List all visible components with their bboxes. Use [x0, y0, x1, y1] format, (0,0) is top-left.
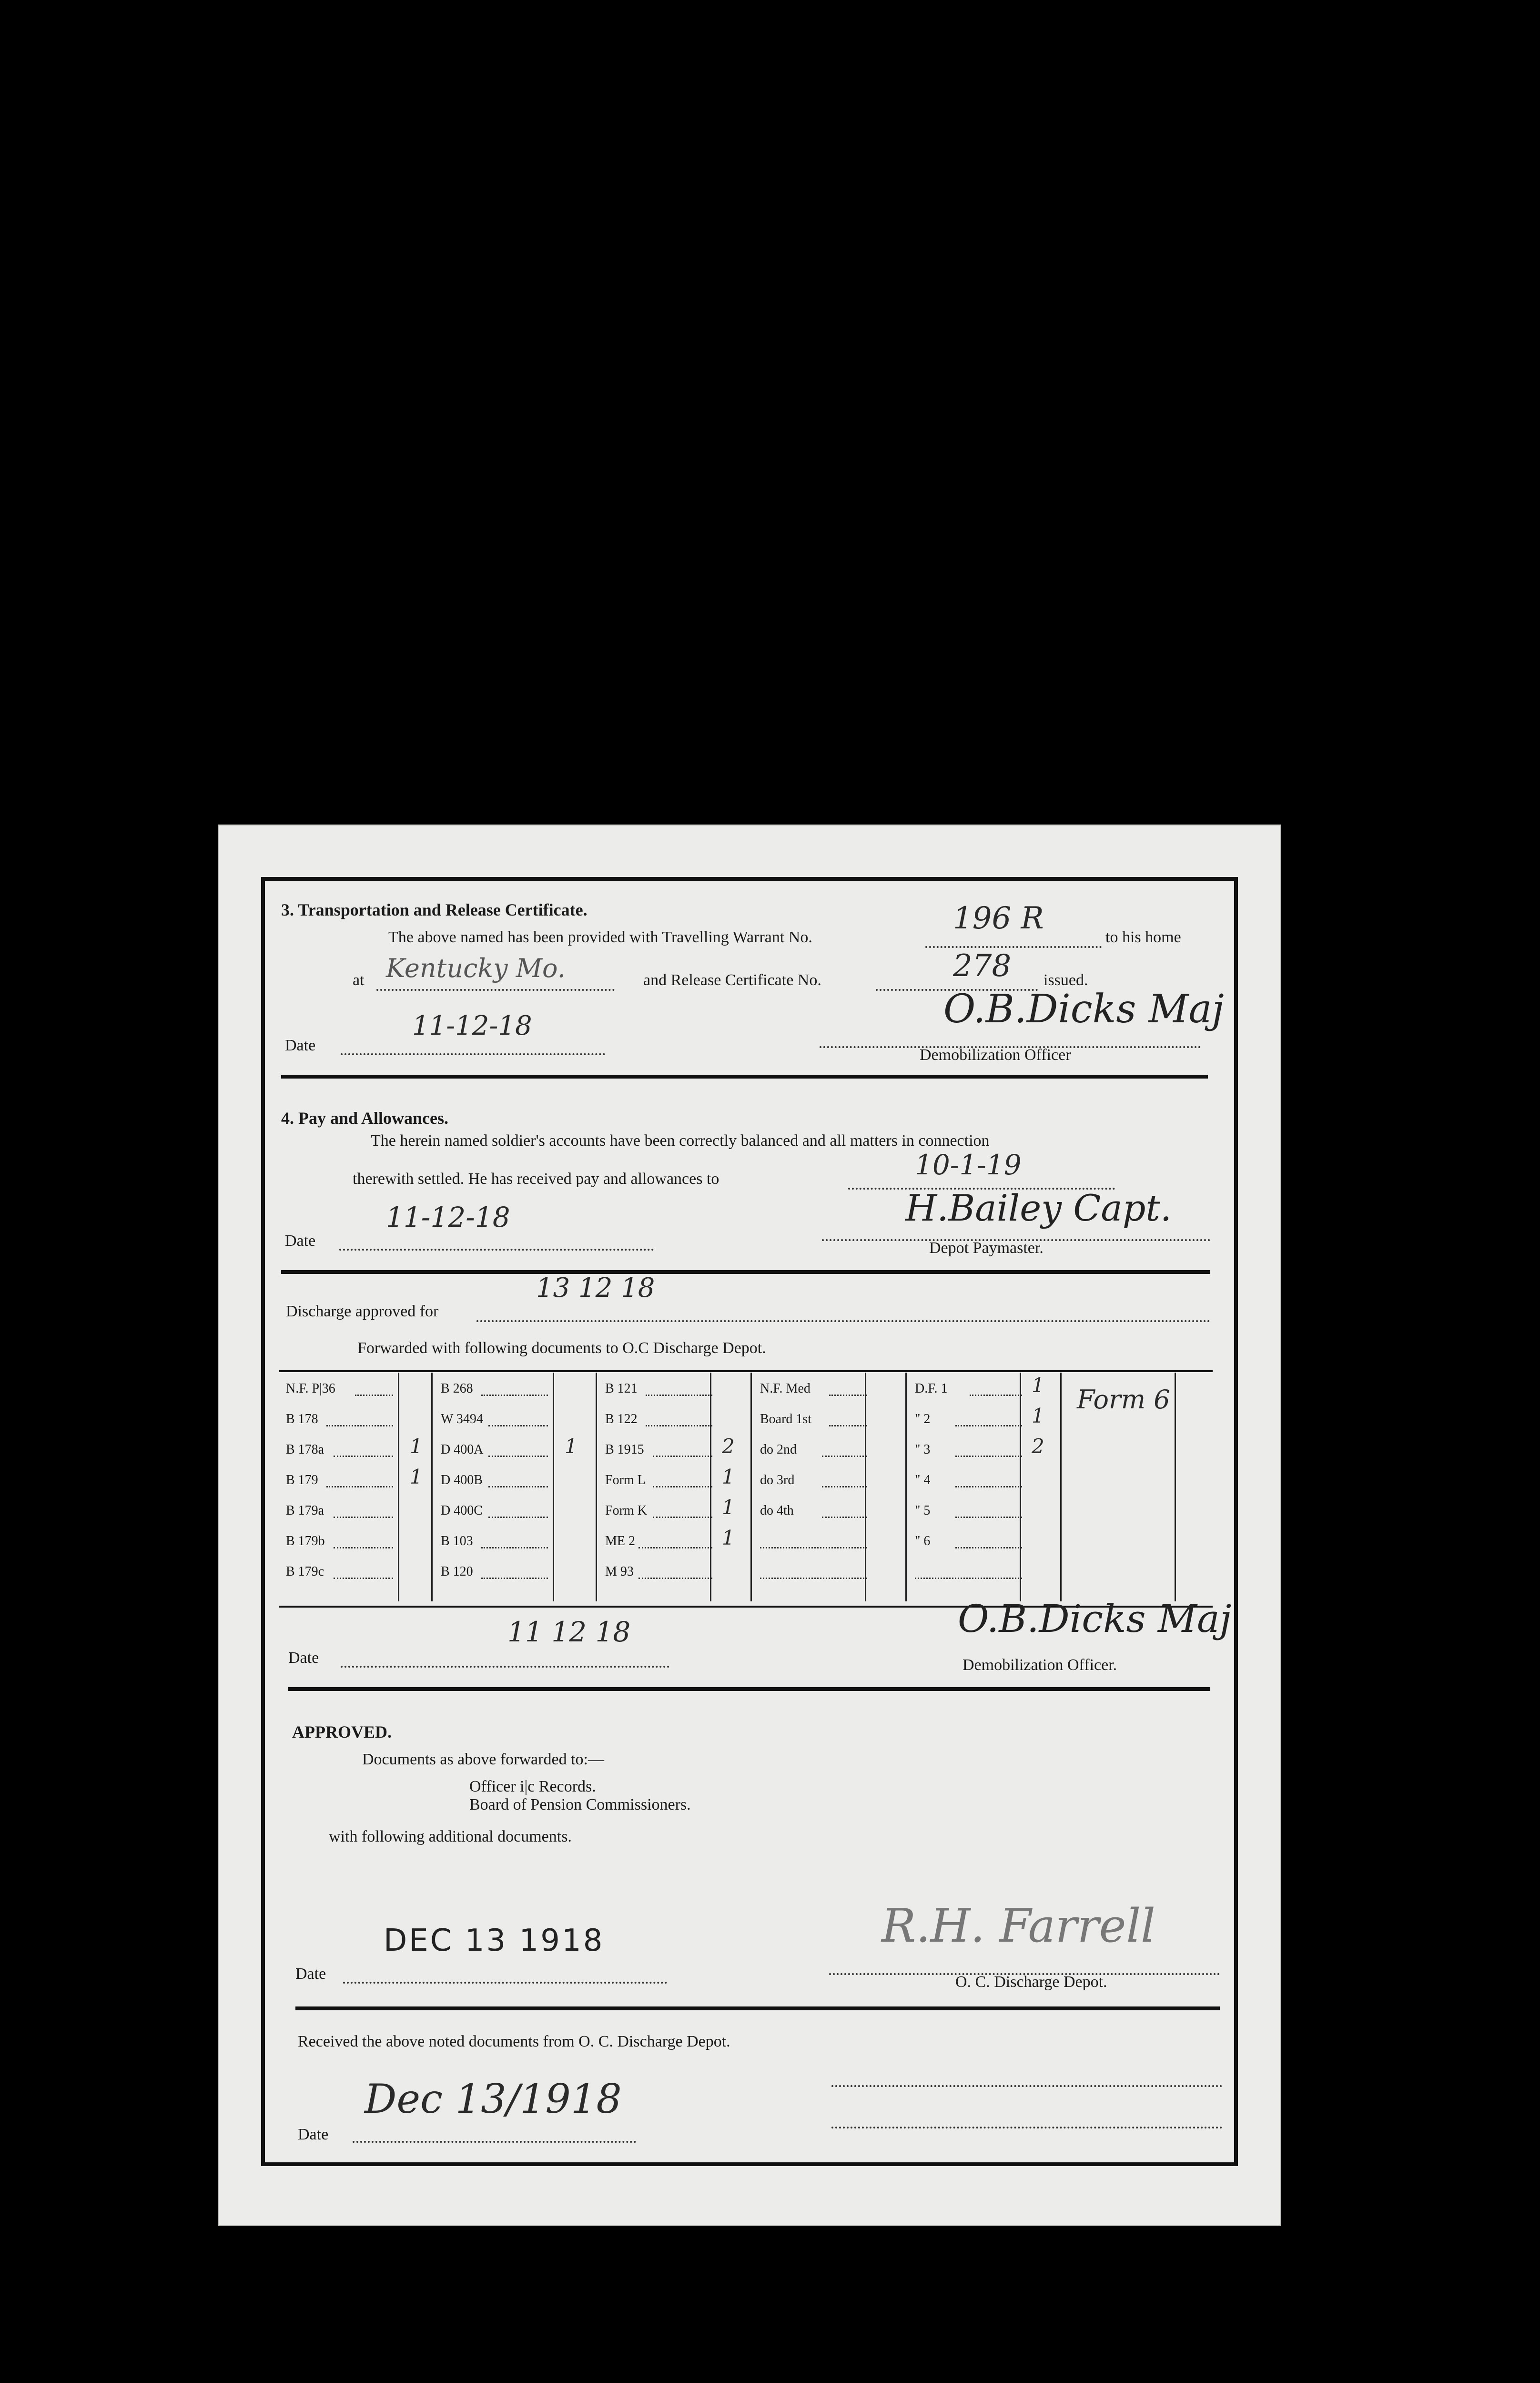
table-cell: B 179c — [286, 1564, 324, 1579]
table-cell: B 103 — [441, 1534, 473, 1548]
table-cell: do 2nd — [760, 1442, 797, 1457]
discharge-approved-label: Discharge approved for — [286, 1303, 439, 1320]
section3-officer: Demobilization Officer — [920, 1046, 1071, 1064]
docs-signature: O.B.Dicks Maj — [958, 1597, 1232, 1641]
table-cell: do 3rd — [760, 1473, 795, 1487]
table-cell: " 5 — [915, 1503, 931, 1518]
table-cell-dots — [915, 1578, 1022, 1579]
table-cell: B 1915 — [605, 1442, 644, 1457]
table-count-mark: 1 — [1032, 1404, 1044, 1427]
approved-date-dots — [343, 1982, 667, 1984]
table-count-mark: 1 — [722, 1526, 735, 1549]
table-cell: " 2 — [915, 1412, 931, 1426]
table-cell-dots — [488, 1456, 548, 1457]
section4-signature: H.Bailey Capt. — [905, 1187, 1172, 1229]
table-cell: B 178 — [286, 1412, 318, 1426]
table-cell: N.F. P|36 — [286, 1381, 335, 1396]
table-cell-dots — [326, 1486, 393, 1487]
section4-heading: 4. Pay and Allowances. — [281, 1109, 449, 1128]
table-count-mark: 1 — [410, 1435, 423, 1458]
table-cell-dots — [822, 1517, 867, 1518]
at-dots — [376, 989, 615, 991]
section4-line2: therewith settled. He has received pay and allowances to — [353, 1170, 719, 1188]
table-cell-dots — [760, 1578, 867, 1579]
received-dots-1 — [831, 2085, 1222, 2087]
section3-date: 11-12-18 — [412, 1010, 532, 1041]
table-col-divider — [553, 1373, 554, 1601]
table-cell: B 268 — [441, 1381, 473, 1396]
approved-date-label: Date — [295, 1965, 326, 1983]
table-cell-dots — [334, 1517, 393, 1518]
pay-to-date: 10-1-19 — [915, 1149, 1022, 1181]
table-col-divider — [596, 1373, 597, 1601]
issued-label: issued. — [1044, 971, 1088, 989]
table-col-divider — [750, 1373, 752, 1601]
docs-rule — [288, 1687, 1210, 1691]
table-cell-dots — [334, 1456, 393, 1457]
table-count-mark: 1 — [722, 1496, 735, 1519]
approved-heading: APPROVED. — [292, 1722, 392, 1741]
documents-table — [279, 1370, 1213, 1608]
table-cell-dots — [488, 1517, 548, 1518]
table-col-divider — [431, 1373, 433, 1601]
at-place: Kentucky Mo. — [386, 953, 566, 983]
approved-recipient2: Board of Pension Commissioners. — [469, 1796, 691, 1813]
table-count-mark: 2 — [722, 1435, 735, 1458]
table-count-mark: 1 — [565, 1435, 578, 1458]
table-cell-dots — [822, 1486, 867, 1487]
section4-officer: Depot Paymaster. — [929, 1239, 1044, 1257]
section4-date-label: Date — [285, 1232, 316, 1250]
section4-date: 11-12-18 — [386, 1201, 510, 1233]
table-cell: N.F. Med — [760, 1381, 811, 1396]
received-date: Dec 13/1918 — [365, 2076, 622, 2122]
warrant-dots — [925, 946, 1102, 948]
table-col-divider — [1175, 1373, 1176, 1601]
section4-rule — [281, 1270, 1210, 1274]
table-count-mark: 1 — [410, 1465, 423, 1488]
table-cell: do 4th — [760, 1503, 794, 1518]
table-cell-dots — [829, 1395, 867, 1396]
table-cell-dots — [481, 1395, 548, 1396]
table-cell: B 179b — [286, 1534, 325, 1548]
table-cell: Board 1st — [760, 1412, 812, 1426]
table-cell: " 4 — [915, 1473, 931, 1487]
table-cell-dots — [760, 1547, 867, 1548]
approved-stamp-date: DEC 13 1918 — [384, 1923, 605, 1958]
section3-date-label: Date — [285, 1037, 316, 1054]
table-col-divider — [1060, 1373, 1062, 1601]
section3-signature: O.B.Dicks Maj — [943, 987, 1224, 1032]
table-cell-dots — [970, 1395, 1022, 1396]
form-note: Form 6 — [1077, 1385, 1170, 1415]
table-cell-dots — [822, 1456, 867, 1457]
table-cell: B 179a — [286, 1503, 324, 1518]
table-cell: " 3 — [915, 1442, 931, 1457]
received-text: Received the above noted documents from O. C. Discharge Depot. — [298, 2033, 730, 2050]
docs-date-label: Date — [288, 1649, 319, 1667]
section3-line1-end: to his home — [1105, 928, 1181, 946]
table-cell-dots — [653, 1456, 712, 1457]
table-cell: B 121 — [605, 1381, 638, 1396]
release-label: and Release Certificate No. — [643, 971, 821, 989]
forwarded-text: Forwarded with following documents to O.C Discharge Depot. — [357, 1339, 766, 1357]
table-cell-dots — [481, 1578, 548, 1579]
table-cell: Form L — [605, 1473, 646, 1487]
table-cell: M 93 — [605, 1564, 634, 1579]
table-cell-dots — [955, 1425, 1022, 1426]
warrant-number: 196 R — [953, 901, 1044, 936]
section4-line1: The herein named soldier's accounts have been correctly balanced and all matters in connection — [371, 1132, 990, 1150]
received-date-label: Date — [298, 2126, 329, 2143]
approved-officer: O. C. Discharge Depot. — [955, 1973, 1107, 1991]
approved-forwarded-to: Documents as above forwarded to:— — [362, 1751, 604, 1768]
table-col-divider — [398, 1373, 399, 1601]
section4-date-dots — [339, 1249, 654, 1251]
table-cell-dots — [488, 1425, 548, 1426]
table-col-divider — [905, 1373, 907, 1601]
table-cell-dots — [326, 1425, 393, 1426]
docs-officer: Demobilization Officer. — [962, 1656, 1117, 1674]
docs-date-dots — [341, 1666, 669, 1668]
approved-additional: with following additional documents. — [329, 1828, 572, 1845]
table-cell-dots — [638, 1547, 712, 1548]
table-cell-dots — [955, 1547, 1022, 1548]
table-cell: B 178a — [286, 1442, 324, 1457]
table-cell: D.F. 1 — [915, 1381, 948, 1396]
table-cell-dots — [955, 1456, 1022, 1457]
table-cell: B 120 — [441, 1564, 473, 1579]
section3-heading: 3. Transportation and Release Certificate. — [281, 900, 588, 919]
discharge-approved-date: 13 12 18 — [536, 1273, 655, 1304]
table-cell: Form K — [605, 1503, 647, 1518]
table-cell: D 400C — [441, 1503, 483, 1518]
table-cell-dots — [355, 1395, 393, 1396]
table-cell-dots — [481, 1547, 548, 1548]
table-cell-dots — [653, 1486, 712, 1487]
table-count-mark: 2 — [1032, 1435, 1044, 1458]
approved-signature: R.H. Farrell — [881, 1899, 1155, 1953]
table-cell: D 400B — [441, 1473, 483, 1487]
release-number: 278 — [953, 948, 1012, 984]
table-cell-dots — [955, 1486, 1022, 1487]
table-cell: B 179 — [286, 1473, 318, 1487]
table-cell: " 6 — [915, 1534, 931, 1548]
table-cell-dots — [955, 1517, 1022, 1518]
table-cell-dots — [646, 1425, 712, 1426]
table-cell: D 400A — [441, 1442, 484, 1457]
received-date-dots — [353, 2141, 636, 2143]
approved-recipient1: Officer i|c Records. — [469, 1778, 596, 1795]
at-label: at — [353, 971, 365, 989]
table-cell-dots — [488, 1486, 548, 1487]
table-cell-dots — [829, 1425, 867, 1426]
table-cell-dots — [646, 1395, 712, 1396]
table-cell: W 3494 — [441, 1412, 483, 1426]
section3-line1: The above named has been provided with Travelling Warrant No. — [388, 928, 812, 946]
table-count-mark: 1 — [722, 1465, 735, 1488]
table-cell-dots — [653, 1517, 712, 1518]
approved-rule — [295, 2006, 1220, 2010]
table-cell-dots — [334, 1578, 393, 1579]
table-cell: B 122 — [605, 1412, 638, 1426]
section3-date-dots — [341, 1053, 605, 1055]
section3-rule — [281, 1075, 1208, 1079]
table-cell-dots — [638, 1578, 712, 1579]
table-cell-dots — [334, 1547, 393, 1548]
docs-date: 11 12 18 — [507, 1616, 631, 1648]
discharge-dots — [476, 1320, 1210, 1322]
table-count-mark: 1 — [1032, 1374, 1044, 1397]
table-cell: ME 2 — [605, 1534, 635, 1548]
received-dots-2 — [831, 2127, 1222, 2128]
